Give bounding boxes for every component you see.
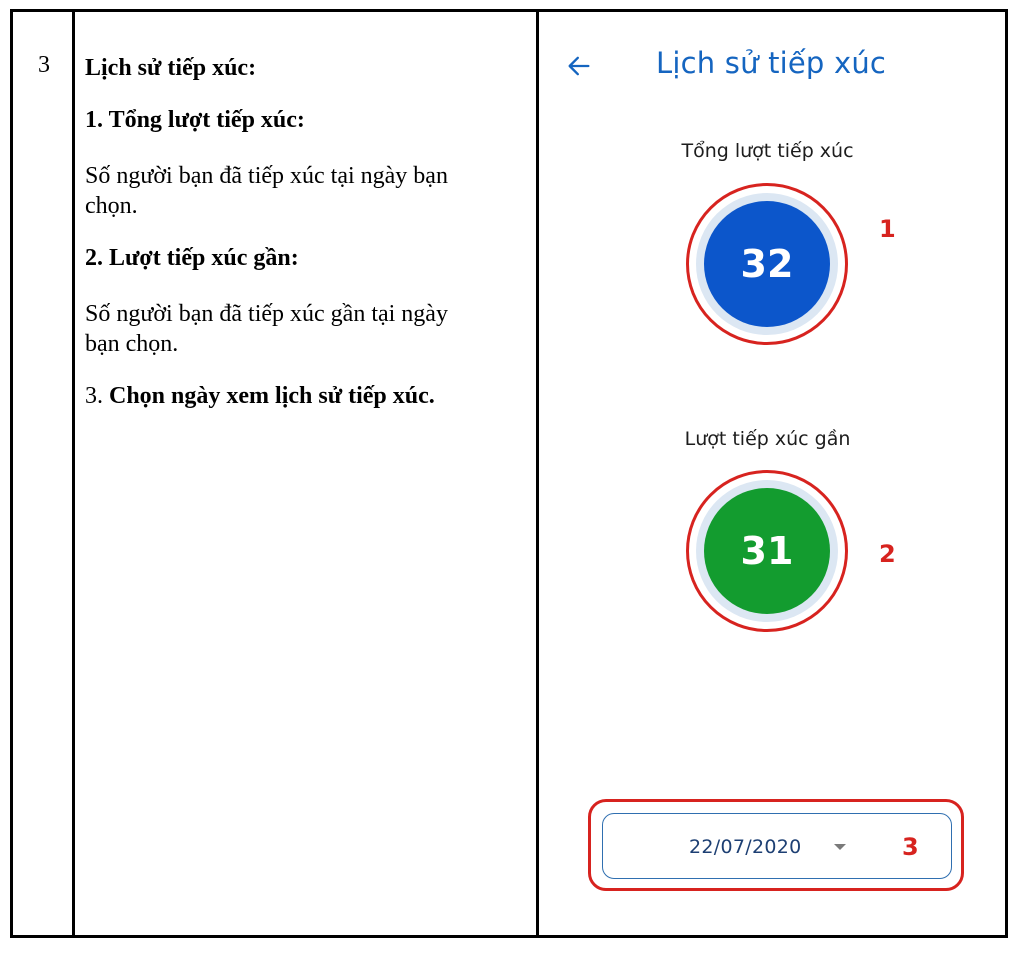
item2-text-line2: bạn chọn. xyxy=(85,331,179,357)
annotation-2: 2 xyxy=(879,540,896,568)
total-contacts-label: Tổng lượt tiếp xúc xyxy=(681,140,854,162)
total-contacts-badge: 32 xyxy=(704,201,830,327)
item2-title: 2. Lượt tiếp xúc gần: xyxy=(85,245,299,271)
annotation-1: 1 xyxy=(879,215,896,243)
item1-title: 1. Tổng lượt tiếp xúc: xyxy=(85,107,305,133)
date-value[interactable]: 22/07/2020 xyxy=(689,836,802,858)
item2-text-line1: Số người bạn đã tiếp xúc gần tại ngày xyxy=(85,301,448,327)
description-cell xyxy=(85,53,530,411)
item3-title: Chọn ngày xem lịch sử tiếp xúc. xyxy=(109,383,435,409)
app-screenshot xyxy=(540,12,1008,935)
caret-down-icon[interactable] xyxy=(834,844,846,850)
row-number: 3 xyxy=(38,52,50,78)
close-contacts-badge: 31 xyxy=(704,488,830,614)
item3-line xyxy=(85,381,530,411)
instruction-table xyxy=(10,9,1008,938)
item1-text-line1: Số người bạn đã tiếp xúc tại ngày bạn xyxy=(85,163,448,189)
item1-text-line2: chọn. xyxy=(85,193,138,219)
arrow-left-icon[interactable] xyxy=(565,52,593,80)
screen-title: Lịch sử tiếp xúc xyxy=(656,46,887,80)
column-divider xyxy=(72,12,75,935)
item3-prefix: 3. xyxy=(85,383,103,409)
close-contacts-label: Lượt tiếp xúc gần xyxy=(684,428,851,450)
description-heading: Lịch sử tiếp xúc: xyxy=(85,55,257,81)
annotation-3: 3 xyxy=(902,833,919,861)
column-divider xyxy=(536,12,539,935)
